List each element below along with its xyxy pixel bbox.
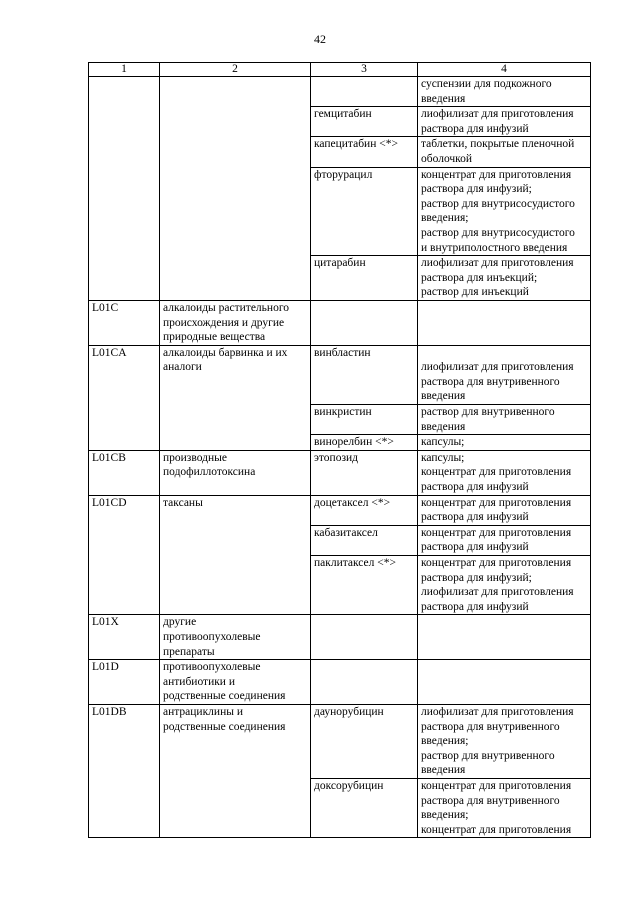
dosage-form-line: введения <box>421 764 466 777</box>
dosage-form-line: раствора для инфузий <box>421 511 529 524</box>
group-name-line: алкалоиды растительного <box>163 301 289 314</box>
dosage-form-line: лиофилизат для приготовления <box>421 361 574 374</box>
drug-name-cell: капецитабин <*> <box>311 137 418 167</box>
group-name-line: аналоги <box>163 361 202 374</box>
atc-code-cell: L01C <box>89 300 160 345</box>
dosage-forms-cell <box>418 778 591 837</box>
atc-code-cell: L01X <box>89 615 160 660</box>
table-row <box>89 615 591 660</box>
drug-name-cell: даунорубицин <box>311 704 418 778</box>
drug-name-cell <box>311 615 418 660</box>
dosage-form-line: введения; <box>421 212 469 225</box>
header-col-1: 1 <box>89 63 160 77</box>
dosage-form-line: таблетки, покрытые пленочной <box>421 138 575 151</box>
dosage-form-line: концентрат для приготовления <box>421 496 572 509</box>
table-body <box>89 77 591 838</box>
group-name-line: противоопухолевые <box>163 630 261 643</box>
table-row <box>89 704 591 778</box>
medication-table <box>88 62 591 838</box>
group-name-cell <box>160 77 311 301</box>
dosage-forms-cell <box>418 615 591 660</box>
dosage-form-line: лиофилизат для приготовления <box>421 586 574 599</box>
table-row <box>89 660 591 705</box>
group-name-line: антибиотики и <box>163 675 235 688</box>
drug-name-cell: паклитаксел <*> <box>311 556 418 615</box>
group-name-cell <box>160 615 311 660</box>
table-row <box>89 77 591 107</box>
drug-name-cell: кабазитаксел <box>311 525 418 555</box>
table-row <box>89 450 591 495</box>
group-name-line: происхождения и другие <box>163 316 285 329</box>
group-name-cell <box>160 345 311 450</box>
dosage-forms-cell <box>418 167 591 256</box>
drug-name-cell: гемцитабин <box>311 107 418 137</box>
dosage-form-line: раствора для инфузий <box>421 541 529 554</box>
drug-name-cell <box>311 660 418 705</box>
drug-name-cell: винкристин <box>311 405 418 435</box>
dosage-form-line: раствор для внутрисосудистого <box>421 197 575 210</box>
dosage-form-line: введения; <box>421 735 469 748</box>
dosage-forms-cell <box>418 107 591 137</box>
group-name-line: производные <box>163 451 227 464</box>
dosage-form-line: введения <box>421 420 466 433</box>
group-name-cell <box>160 704 311 837</box>
dosage-forms-cell <box>418 435 591 451</box>
dosage-form-line: раствор для внутривенного <box>421 749 555 762</box>
dosage-form-line: раствора для инфузий; <box>421 571 532 584</box>
dosage-form-line: оболочкой <box>421 152 473 165</box>
header-row <box>89 63 591 77</box>
dosage-form-line: раствора для внутривенного <box>421 375 560 388</box>
atc-code-cell: L01D <box>89 660 160 705</box>
dosage-form-line: лиофилизат для приготовления <box>421 705 574 718</box>
group-name-line: другие <box>163 616 197 629</box>
dosage-form-line: концентрат для приготовления <box>421 466 572 479</box>
page-number: 42 <box>314 32 326 46</box>
drug-name-cell: винбластин <box>311 345 418 404</box>
group-name-line: родственные соединения <box>163 690 286 703</box>
dosage-forms-cell <box>418 405 591 435</box>
dosage-form-line: концентрат для приготовления <box>421 823 572 836</box>
dosage-form-line: раствора для инъекций; <box>421 271 538 284</box>
dosage-form-line: введения <box>421 390 466 403</box>
group-name-line: родственные соединения <box>163 720 286 733</box>
group-name-line: антрациклины и <box>163 705 243 718</box>
dosage-forms-cell <box>418 660 591 705</box>
group-name-line: таксаны <box>163 496 203 509</box>
atc-code-cell: L01CA <box>89 345 160 450</box>
dosage-form-line: концентрат для приготовления <box>421 557 572 569</box>
group-name-line: подофиллотоксина <box>163 466 256 479</box>
drug-name-cell: доксорубицин <box>311 778 418 837</box>
dosage-form-line: раствора для инфузий; <box>421 183 532 196</box>
dosage-forms-cell <box>418 556 591 615</box>
dosage-form-line: капсулы; <box>421 451 465 464</box>
dosage-form-line: капсулы; <box>421 436 465 449</box>
drug-name-cell <box>311 77 418 107</box>
dosage-forms-cell <box>418 77 591 107</box>
group-name-line: препараты <box>163 645 215 658</box>
dosage-form-line: суспензии для подкожного <box>421 78 552 90</box>
dosage-form-line: лиофилизат для приготовления <box>421 257 574 270</box>
dosage-form-line: концентрат для приготовления <box>421 526 572 539</box>
group-name-cell <box>160 660 311 705</box>
atc-code-cell <box>89 77 160 301</box>
dosage-forms-cell <box>418 137 591 167</box>
dosage-forms-cell <box>418 256 591 301</box>
dosage-form-line: лиофилизат для приготовления <box>421 108 574 121</box>
group-name-line: алкалоиды барвинка и их <box>163 346 288 359</box>
group-name-cell <box>160 495 311 615</box>
group-name-line: природные вещества <box>163 331 266 344</box>
table-row <box>89 495 591 525</box>
atc-code-cell: L01CD <box>89 495 160 615</box>
table-row <box>89 300 591 345</box>
group-name-line: противоопухолевые <box>163 661 261 674</box>
dosage-form-line: концентрат для приготовления <box>421 168 572 181</box>
dosage-form-line: раствор для внутрисосудистого <box>421 226 575 239</box>
dosage-forms-cell <box>418 345 591 404</box>
dosage-form-line: раствор для внутривенного <box>421 406 555 419</box>
header-col-2: 2 <box>160 63 311 77</box>
drug-name-cell: доцетаксел <*> <box>311 495 418 525</box>
drug-name-cell: цитарабин <box>311 256 418 301</box>
dosage-form-line: и внутриполостного введения <box>421 241 568 254</box>
drug-name-cell: этопозид <box>311 450 418 495</box>
dosage-form-line: введения; <box>421 809 469 822</box>
dosage-forms-cell <box>418 704 591 778</box>
dosage-form-line: раствора для инфузий <box>421 600 529 613</box>
drug-name-cell <box>311 300 418 345</box>
dosage-form-line: раствор для инъекций <box>421 286 529 299</box>
dosage-forms-cell <box>418 495 591 525</box>
dosage-form-line: раствора для внутривенного <box>421 720 560 733</box>
dosage-forms-cell <box>418 525 591 555</box>
dosage-form-line <box>421 346 589 361</box>
dosage-forms-cell <box>418 300 591 345</box>
drug-name-cell: винорелбин <*> <box>311 435 418 451</box>
atc-code-cell: L01CB <box>89 450 160 495</box>
dosage-form-line: раствора для инфузий <box>421 481 529 494</box>
dosage-form-line: раствора для внутривенного <box>421 794 560 807</box>
group-name-cell <box>160 300 311 345</box>
dosage-form-line: концентрат для приготовления <box>421 779 572 792</box>
header-col-3: 3 <box>311 63 418 77</box>
header-col-4: 4 <box>418 63 591 77</box>
dosage-form-line: введения <box>421 92 466 105</box>
dosage-form-line: раствора для инфузий <box>421 122 529 135</box>
drug-name-cell: фторурацил <box>311 167 418 256</box>
group-name-cell <box>160 450 311 495</box>
atc-code-cell: L01DB <box>89 704 160 837</box>
dosage-forms-cell <box>418 450 591 495</box>
table-row <box>89 345 591 404</box>
